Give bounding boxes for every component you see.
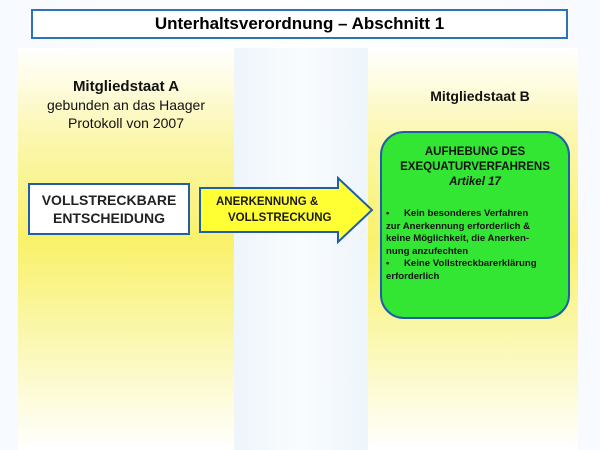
arrow-label-line-2: VOLLSTRECKUNG (228, 212, 332, 224)
member-state-a-line3: Protokoll von 2007 (68, 115, 184, 131)
arrow-label (204, 194, 342, 226)
middle-column (234, 48, 368, 450)
diagram-title-text: Unterhaltsverordnung – Abschnitt 1 (154, 14, 445, 33)
abolition-exequatur-box (380, 131, 570, 319)
member-state-a-name: Mitgliedstaat A (72, 78, 180, 95)
decision-line-1: VOLLSTRECKBARE (41, 192, 177, 208)
diagram-title (31, 9, 568, 39)
result-heading-1: AUFHEBUNG DES (424, 146, 526, 158)
bullet-2-line-2: erforderlich (386, 270, 440, 282)
enforceable-decision-box (28, 183, 190, 235)
bullet-1-line-3: keine Möglichkeit, die Anerken- (386, 233, 530, 244)
member-state-b-name: Mitgliedstaat B (430, 88, 530, 104)
result-heading-2: EXEQUATURVERFAHRENS (400, 161, 550, 173)
member-state-b-heading (380, 88, 580, 104)
bullet-icon: • (386, 258, 390, 269)
bullet-1-line-4: nung anzufechten (386, 245, 469, 257)
result-article: Artikel 17 (449, 176, 501, 188)
arrow-label-line-1: ANERKENNUNG & (216, 196, 319, 208)
bullet-1-line-2: zur Anerkennung erforderlich & (386, 220, 531, 232)
bullet-icon: • (386, 208, 390, 219)
bullet-1-line-1: • Kein besonderes Verfahren (386, 208, 529, 219)
result-bullet-list (386, 208, 564, 283)
bullet-2-line-1: • Keine Vollstreckbarerklärung (386, 258, 537, 269)
member-state-a-line2: gebunden an das Haager (46, 97, 206, 113)
member-state-a-heading (22, 78, 230, 132)
decision-line-2: ENTSCHEIDUNG (52, 210, 165, 226)
